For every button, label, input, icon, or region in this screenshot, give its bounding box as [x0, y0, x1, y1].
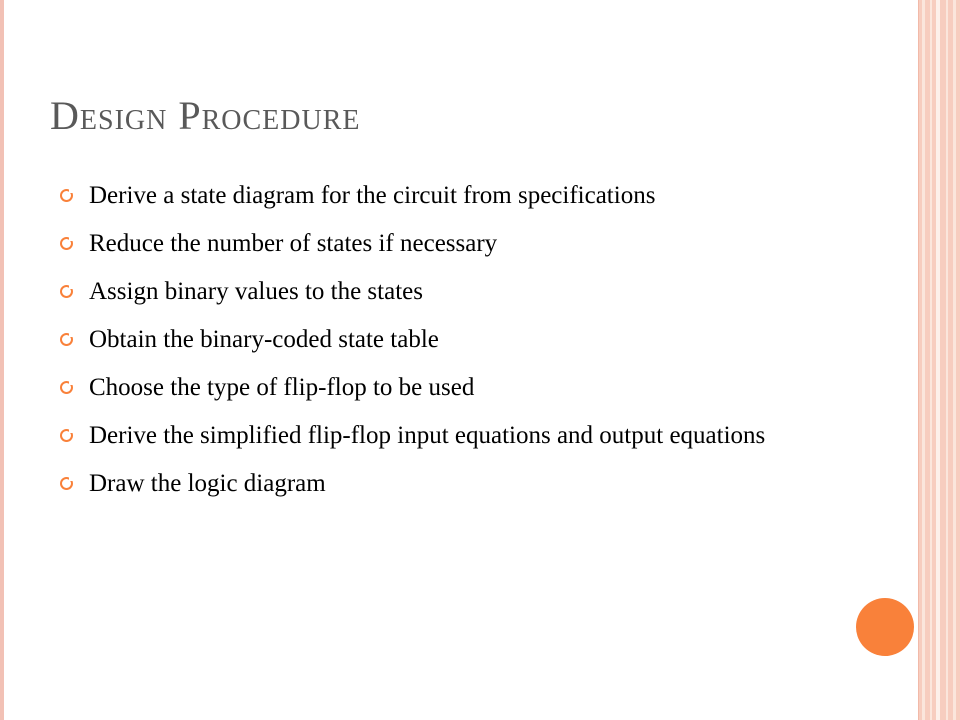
bullet-text: Assign binary values to the states: [89, 278, 423, 305]
bullet-list: [60, 178, 820, 514]
bullet-item: [60, 178, 820, 213]
bullet-item: [60, 418, 820, 453]
bullet-item: [60, 274, 820, 309]
open-circle-icon: [60, 429, 73, 442]
bullet-item: [60, 322, 820, 357]
decorative-side-band: [918, 0, 960, 720]
open-circle-icon: [60, 237, 73, 250]
bullet-text: Derive a state diagram for the circuit from specifications: [89, 182, 656, 209]
bullet-text: Choose the type of flip-flop to be used: [89, 374, 475, 401]
decorative-circle: [856, 598, 914, 656]
side-band-stripe: [953, 0, 956, 720]
bullet-text: Derive the simplified flip-flop input equations and output equations: [89, 422, 766, 449]
open-circle-icon: [60, 189, 73, 202]
bullet-item: [60, 466, 820, 501]
slide-title: Design Procedure: [50, 93, 361, 138]
bullet-text: Obtain the binary-coded state table: [89, 326, 439, 353]
side-band-stripe: [918, 0, 919, 720]
bullet-text: Reduce the number of states if necessary: [89, 230, 498, 257]
side-band-stripe: [922, 0, 925, 720]
open-circle-icon: [60, 285, 73, 298]
open-circle-icon: [60, 381, 73, 394]
bullet-text: Draw the logic diagram: [89, 470, 326, 497]
open-circle-icon: [60, 477, 73, 490]
side-band-stripe: [936, 0, 940, 720]
bullet-item: [60, 226, 820, 261]
bullet-item: [60, 370, 820, 405]
side-band-stripe: [930, 0, 932, 720]
open-circle-icon: [60, 333, 73, 346]
side-band-stripe: [946, 0, 948, 720]
